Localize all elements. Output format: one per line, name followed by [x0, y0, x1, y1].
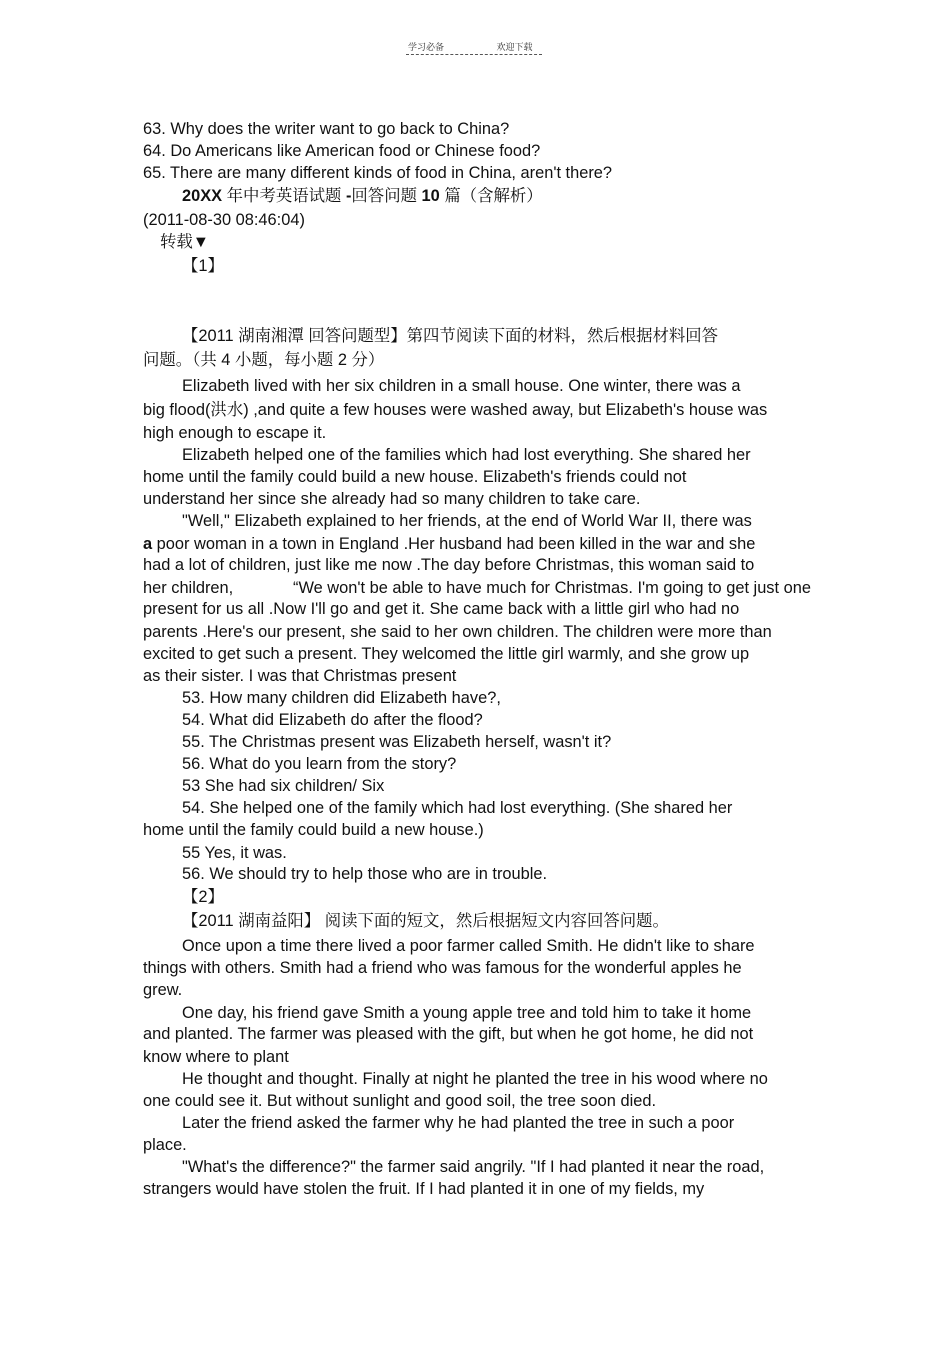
page-header — [408, 40, 533, 53]
header-left-text: 学习必备 — [408, 42, 445, 52]
answer-55: 55 Yes, it was. — [182, 844, 287, 862]
question-54: 54. What did Elizabeth do after the flood? — [182, 711, 483, 729]
question-55: 55. The Christmas present was Elizabeth herself, wasn't it? — [182, 733, 612, 751]
title-dash: - — [345, 187, 352, 205]
passage-2-heading: 【2011 湖南益阳】 阅读下面的短文，然后根据短文内容回答问题。 — [182, 912, 669, 930]
passage-line: place. — [143, 1136, 187, 1154]
passage-line: strangers would have stolen the fruit. If I had planted it in one of my fields, my — [143, 1180, 705, 1198]
passage-line: "Well," Elizabeth explained to her friends, at the end of World War II, there was — [182, 512, 752, 530]
passage-line: Elizabeth helped one of the families which had lost everything. She shared her — [182, 446, 751, 464]
post-timestamp: (2011-08-30 08:46:04) — [143, 211, 305, 229]
passage-line: as their sister. I was that Christmas present — [143, 667, 457, 685]
passage-line: "What's the difference?" the farmer said angrily. "If I had planted it near the road, — [182, 1158, 765, 1176]
passage-line: home until the family could build a new house. Elizabeth's friends could not — [143, 468, 687, 486]
passage-line: high enough to escape it. — [143, 424, 327, 442]
passage-line: Once upon a time there lived a poor farmer called Smith. He didn't like to share — [182, 937, 755, 955]
passage-line: one could see it. But without sunlight and good soil, the tree soon died. — [143, 1092, 657, 1110]
title-count: 10 — [421, 187, 440, 205]
question-65: 65. There are many different kinds of food in China, aren't there? — [143, 164, 613, 182]
passage-line: One day, his friend gave Smith a young apple tree and told him to take it home — [182, 1004, 752, 1022]
bold-article: a — [143, 535, 153, 553]
header-right-text: 欢迎下载 — [496, 42, 533, 52]
passage-line: understand her since she already had so many children to take care. — [143, 490, 641, 508]
answer-53: 53 She had six children/ Six — [182, 777, 385, 795]
passage-line: had a lot of children, just like me now .The day before Christmas, this woman said to — [143, 556, 755, 574]
passage-line: things with others. Smith had a friend who was famous for the wonderful apples he — [143, 959, 742, 977]
answer-54-cont: home until the family could build a new house.) — [143, 821, 484, 839]
section-marker-2: 【2】 — [182, 888, 224, 906]
title-year: 20XX — [182, 187, 223, 205]
passage-line: and planted. The farmer was pleased with the gift, but when he got home, he did not — [143, 1025, 754, 1043]
passage-line-text: poor woman in a town in England .Her husband had been killed in the war and she — [152, 535, 756, 553]
answer-56: 56. We should try to help those who are in trouble. — [182, 865, 548, 883]
passage-line: present for us all .Now I'll go and get it. She came back with a little girl who had no — [143, 600, 740, 618]
question-63: 63. Why does the writer want to go back to China? — [143, 120, 510, 138]
passage-line: He thought and thought. Finally at night he planted the tree in his wood where no — [182, 1070, 768, 1088]
passage-line: Elizabeth lived with her six children in a small house. One winter, there was a — [182, 377, 741, 395]
passage-line: big flood(洪水) ,and quite a few houses were washed away, but Elizabeth's house was — [143, 401, 768, 419]
passage-line: know where to plant — [143, 1048, 289, 1066]
passage-1-heading-cont: 问题。（共 4 小题，每小题 2 分） — [143, 351, 385, 369]
answer-54: 54. She helped one of the family which had lost everything. (She shared her — [182, 799, 733, 817]
passage-line: excited to get such a present. They welcomed the little girl warmly, and she grow up — [143, 645, 750, 663]
title-part-3: 篇（含解析） — [439, 187, 543, 205]
title-part-1: 年中考英语试题 — [222, 187, 346, 205]
article-title — [182, 186, 543, 206]
passage-line: grew. — [143, 981, 183, 999]
question-64: 64. Do Americans like American food or Chinese food? — [143, 142, 541, 160]
header-divider — [406, 54, 542, 55]
question-56: 56. What do you learn from the story? — [182, 755, 457, 773]
repost-link[interactable]: 转载▼ — [160, 233, 210, 251]
passage-line: Later the friend asked the farmer why he had planted the tree in such a poor — [182, 1114, 735, 1132]
passage-1-heading: 【2011 湖南湘潭 回答问题型】第四节阅读下面的材料，然后根据材料回答 — [182, 327, 719, 345]
passage-line-quote: “We won't be able to have much for Christmas. I'm going to get just one — [293, 579, 811, 597]
passage-line — [143, 534, 755, 554]
title-part-2: 回答问题 — [351, 187, 422, 205]
question-53: 53. How many children did Elizabeth have?, — [182, 689, 501, 707]
section-marker-1: 【1】 — [182, 257, 224, 275]
passage-line: parents .Here's our present, she said to her own children. The children were more than — [143, 623, 772, 641]
passage-line: her children, — [143, 579, 234, 597]
